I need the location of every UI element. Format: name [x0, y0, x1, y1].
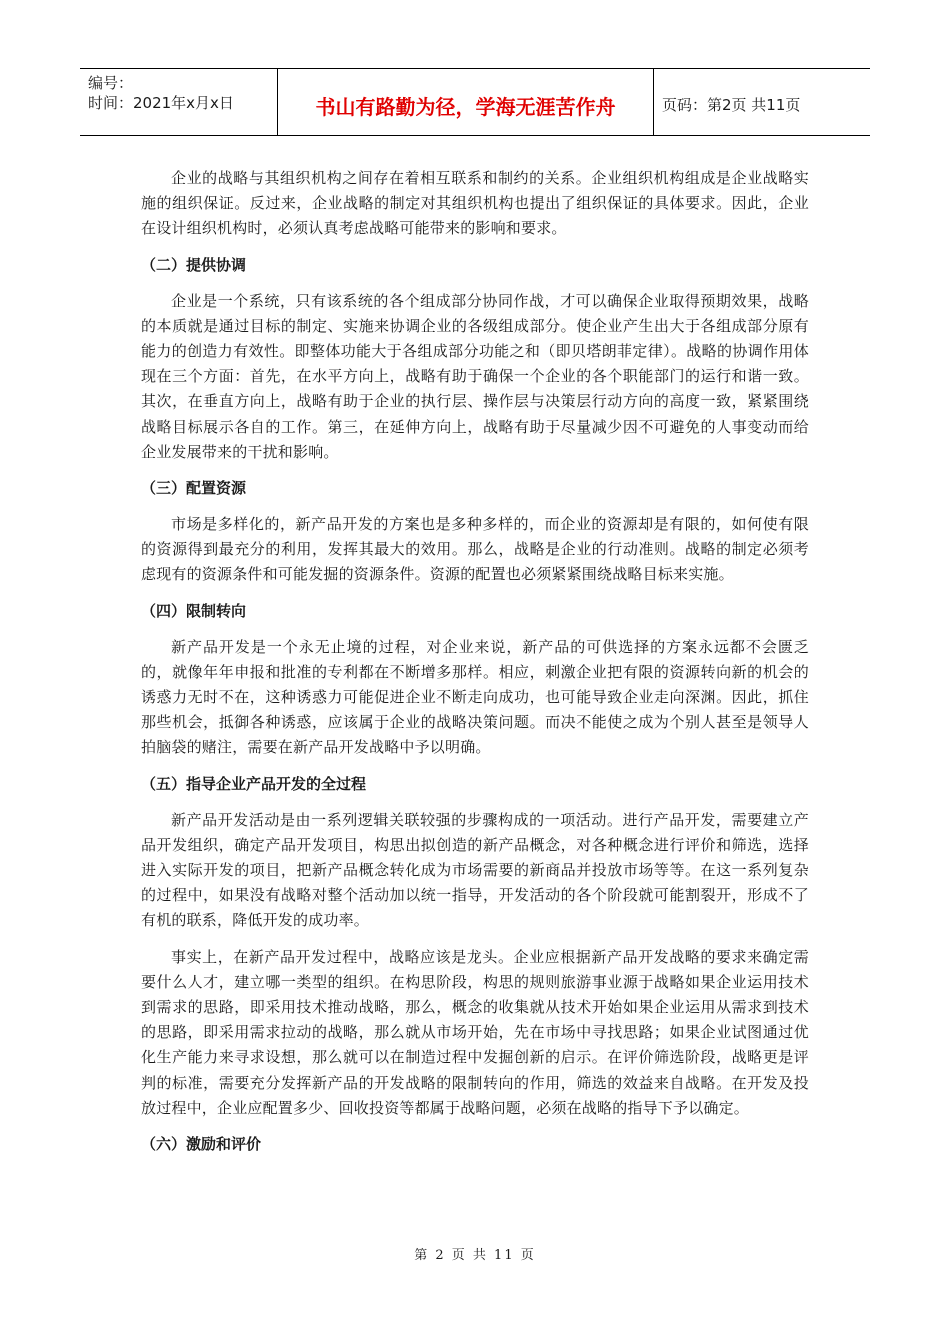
section-heading: （五）指导企业产品开发的全过程 [141, 774, 367, 793]
document-number-label: 编号： [88, 74, 134, 92]
body-paragraph: 企业的战略与其组织机构之间存在着相互联系和制约的关系。企业组织机构组成是企业战略实施的组织保证。反过来，企业战略的制定对其组织机构也提出了组织保证的具体要求。因此，企业在设计组织机构时，必须认真考虑战略可能带来的影响和要求。 [141, 169, 809, 238]
header-motto: 书山有路勤为径，学海无涯苦作舟 [278, 69, 654, 135]
section-heading: （四）限制转向 [141, 601, 247, 620]
body-paragraph: 企业是一个系统，只有该系统的各个组成部分协同作战，才可以确保企业取得预期效果，战略的本质就是通过目标的制定、实施来协调企业的各级组成部分。使企业产生出大于各组成部分原有能力的创造力有效性。即整体功能大于各组成部分功能之和（即贝塔朗菲定律）。战略的协调作用体现在三个方面：首先，在水平方向上，战略有助于确保一个企业的各个职能部门的运行和谐一致。其次，在垂直方向上，战略有助于企业的执行层、操作层与决策层行动方向的高度一致，紧紧围绕战略目标展示各自的工作。第三，在延伸方向上，战略有助于尽量减少因不可避免的人事变动而给企业发展带来的干扰和影响。 [141, 291, 809, 461]
page-footer: 第 2 页 共 11 页 [414, 1248, 536, 1263]
header-meta-cell [80, 69, 278, 135]
body-paragraph: 市场是多样化的，新产品开发的方案也是多种多样的，而企业的资源却是有限的，如何使有限的资源得到最充分的利用，发挥其最大的效用。那么，战略是企业的行动准则。战略的制定必须考虑现有的资源条件和可能发掘的资源条件。资源的配置也必须紧紧围绕战略目标来实施。 [141, 515, 809, 584]
document-date-label: 时间：2021年x月x日 [88, 94, 234, 112]
body-paragraph: 新产品开发是一个永无止境的过程，对企业来说，新产品的可供选择的方案永远都不会匮乏的，就像年年申报和批准的专利都在不断增多那样。相应，刺激企业把有限的资源转向新的机会的诱惑力无时不在，这种诱惑力可能促进企业不断走向成功，也可能导致企业走向深渊。因此，抓住那些机会，抵御各种诱惑，应该属于企业的战略决策问题。而决不能使之成为个别人甚至是领导人拍脑袋的赌注，需要在新产品开发战略中予以明确。 [141, 637, 809, 757]
header-page-info: 页码：第2页 共11页 [662, 95, 801, 114]
section-heading: （六）激励和评价 [141, 1135, 262, 1154]
body-paragraph: 事实上，在新产品开发过程中，战略应该是龙头。企业应根据新产品开发战略的要求来确定需要什么人才，建立哪一类型的组织。在构思阶段，构思的规则旅游事业源于战略如果企业运用技术到需求的思路，即采用技术推动战略，那么，概念的收集就从技术开始如果企业运用从需求到技术的思路，即采用需求拉动的战略，那么就从市场开始，先在市场中寻找思路；如果企业试图通过优化生产能力来寻求设想，那么就可以在制造过程中发掘创新的启示。在评价筛选阶段，战略更是评判的标准，需要充分发挥新产品的开发战略的限制转向的作用，筛选的效益来自战略。在开发及投放过程中，企业应配置多少、回收投资等都属于战略问题，必须在战略的指导下予以确定。 [141, 947, 809, 1117]
section-heading: （二）提供协调 [141, 255, 247, 274]
section-heading: （三）配置资源 [141, 479, 247, 498]
document-body [141, 166, 809, 1168]
body-paragraph: 新产品开发活动是由一系列逻辑关联较强的步骤构成的一项活动。进行产品开发，需要建立产品开发组织，确定产品开发项目，构思出拟创造的新产品概念，对各种概念进行评价和筛选，选择进入实际开发的项目，把新产品概念转化成为市场需要的新商品并投放市场等等。在这一系列复杂的过程中，如果没有战略对整个活动加以统一指导，开发活动的各个阶段就可能割裂开，形成不了有机的联系，降低开发的成功率。 [141, 810, 809, 930]
document-header [80, 68, 870, 136]
